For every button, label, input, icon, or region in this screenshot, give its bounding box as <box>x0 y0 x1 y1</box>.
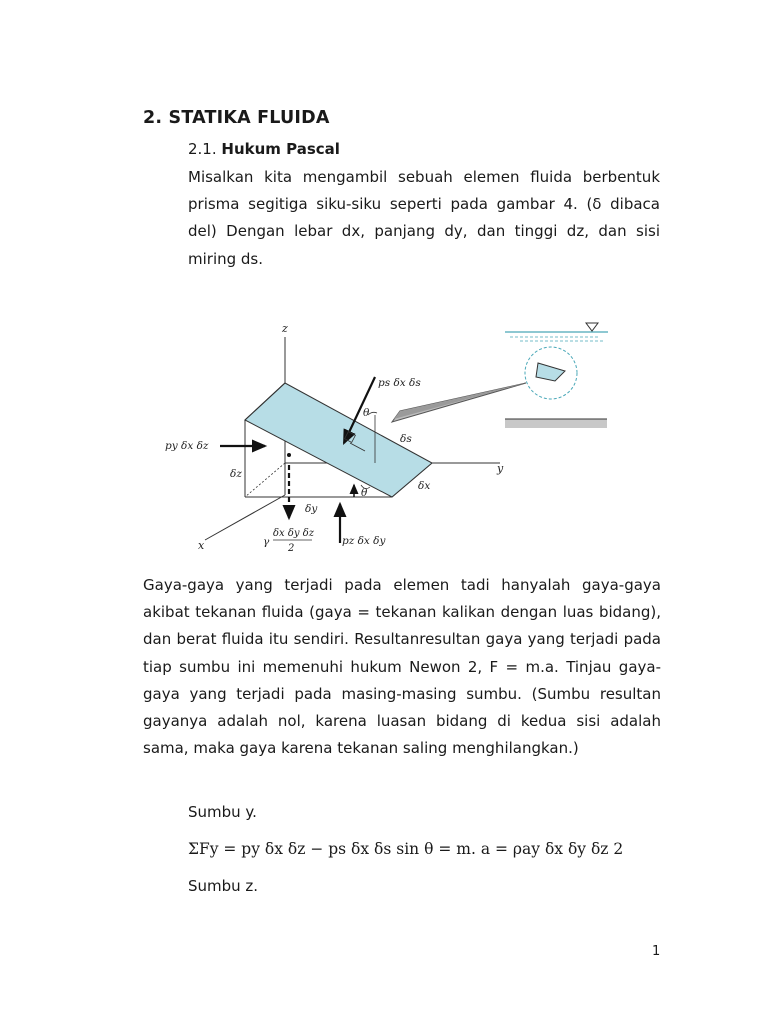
weight-numerator-label: δx δy δz <box>273 528 314 539</box>
paragraph-forces <box>143 572 661 762</box>
y-axis-label: y <box>497 462 504 475</box>
prism-element-figure <box>160 315 620 560</box>
paragraph-line: dan berat fluida itu sendiri. Resultanresultan gaya yang terjadi pada <box>143 630 661 649</box>
paragraph-line: del) Dengan lebar dx, panjang dy, dan tinggi dz, dan sisi <box>188 222 660 241</box>
dy-label: δy <box>305 503 318 515</box>
sumbu-y-label: Sumbu y. <box>188 803 257 821</box>
paragraph-line: gaya yang terjadi pada masing-masing sumbu. (Sumbu resultan <box>143 684 661 703</box>
paragraph-line: miring ds. <box>188 249 264 268</box>
x-axis-label: x <box>198 539 205 552</box>
gamma-label: γ <box>263 536 270 548</box>
paragraph-line: akibat tekanan fluida (gaya = tekanan kalikan dengan luas bidang), <box>143 603 661 622</box>
sumbu-z-label: Sumbu z. <box>188 877 259 895</box>
paragraph-line: sama, maka gaya karena tekanan saling menghilangkan.) <box>143 739 579 758</box>
py-label: py δx δz <box>165 440 209 452</box>
dx-label: δx <box>418 480 431 492</box>
ground-block <box>505 419 607 428</box>
paragraph-line: tiap sumbu ini memenuhi hukum Newon 2, F = m.a. Tinjau gaya- <box>143 657 661 676</box>
paragraph-line: gayanya adalah nol, karena luasan bidang di kedua sisi adalah <box>143 712 661 731</box>
ds-label: δs <box>400 433 412 445</box>
section-heading: 2. STATIKA FLUIDA <box>143 108 330 128</box>
paragraph-line: Gaya-gaya yang terjadi pada elemen tadi hanyalah gaya-gaya <box>143 576 661 594</box>
paragraph-line: Misalkan kita mengambil sebuah elemen fluida berbentuk <box>188 168 660 186</box>
page-number: 1 <box>652 944 661 959</box>
theta-top-label: θ <box>363 407 370 419</box>
paragraph-line: prisma segitiga siku-siku seperti pada gambar 4. (δ dibaca <box>188 195 660 214</box>
ps-label: ps δx δs <box>378 377 421 389</box>
pz-label: pz δx δy <box>342 535 386 547</box>
subsection-heading <box>188 140 340 158</box>
water-level-icon <box>586 323 598 331</box>
equation-y: ΣFy = py δx δz − ps δx δs sin θ = m. a = ρay δx δy δz 2 <box>188 840 624 858</box>
weight-denominator-label: 2 <box>288 543 295 554</box>
z-axis-label: z <box>282 322 288 335</box>
dz-label: δz <box>230 468 242 480</box>
paragraph-intro <box>188 164 660 273</box>
theta-bottom-label: θ <box>361 487 368 499</box>
subsection-number: 2.1. <box>188 140 217 158</box>
subsection-title: Hukum Pascal <box>221 140 340 158</box>
